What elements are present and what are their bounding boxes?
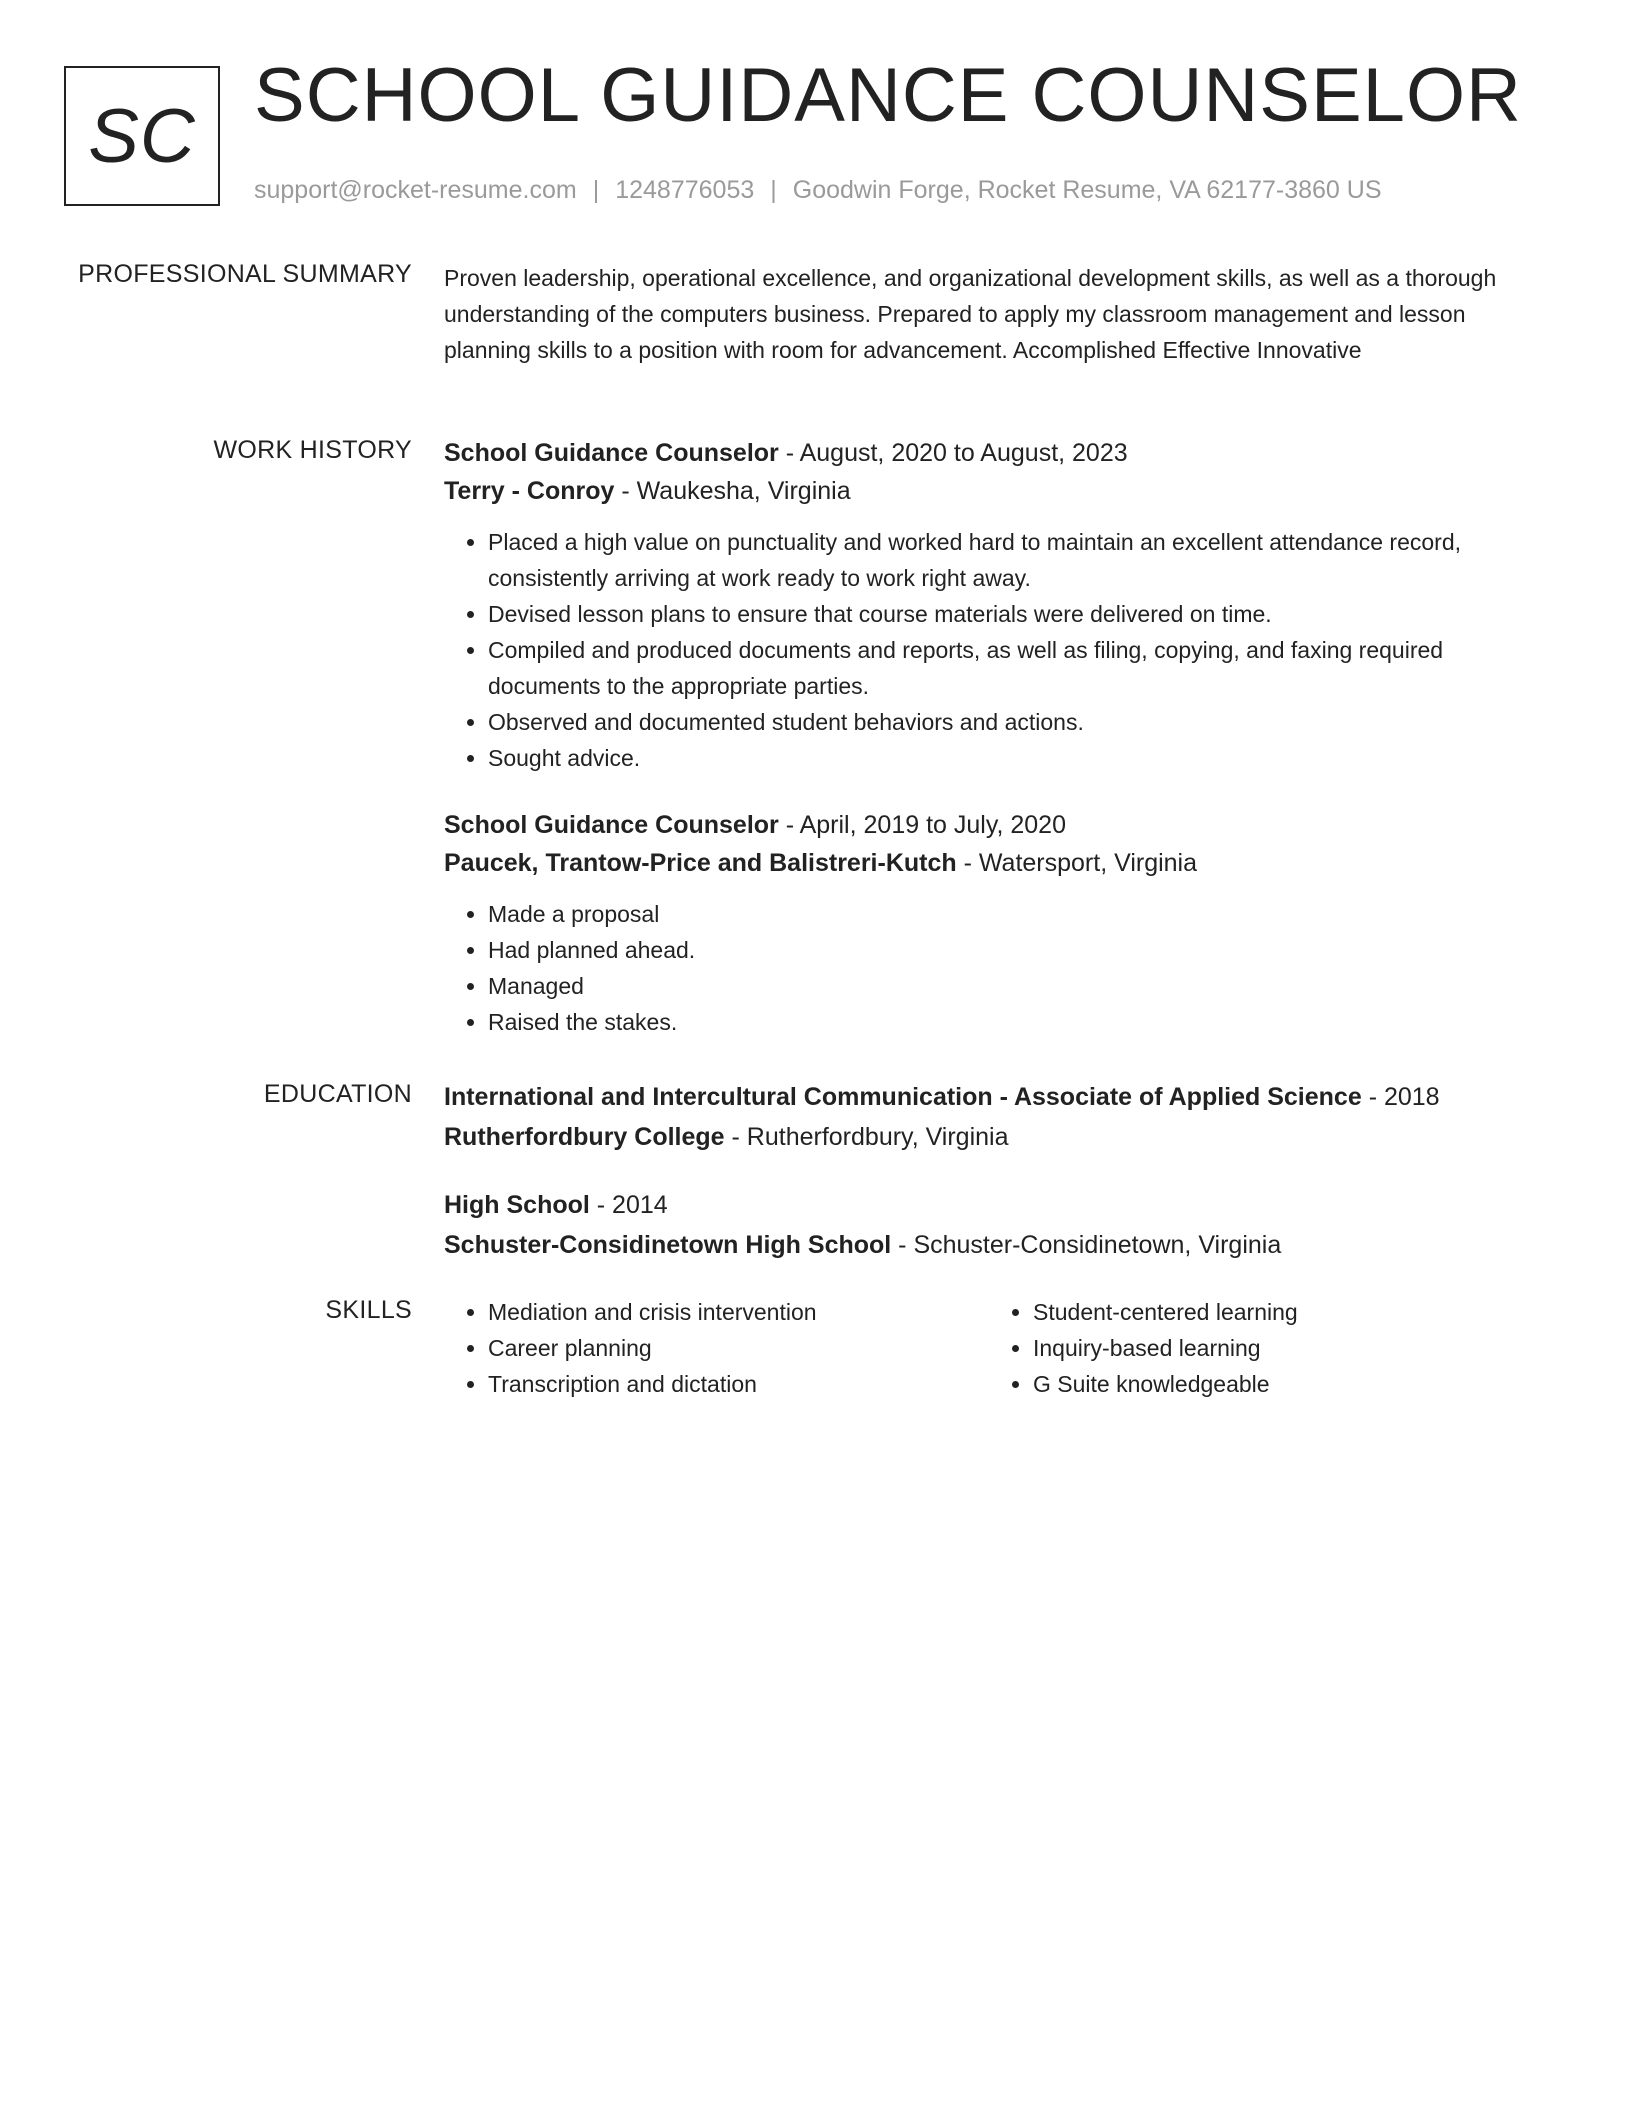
summary-text: Proven leadership, operational excellence, and organizational development skills, as well as a thorough understanding of the computers business. Prepared to apply my classroom management and lesson planning skills to a position with room for advancement. Accomplished Effective Innovative xyxy=(444,265,1497,363)
skill-item: • Inquiry-based learning xyxy=(1033,1330,1534,1366)
job-dates: - April, 2019 to July, 2020 xyxy=(778,811,1066,839)
job-location: - Watersport, Virginia xyxy=(956,849,1198,877)
education-year: - 2018 xyxy=(1361,1083,1440,1111)
education-entry xyxy=(444,1186,1534,1264)
skills-column-right xyxy=(989,1294,1534,1402)
education-degree: High School xyxy=(444,1191,590,1219)
education-school: Rutherfordbury College xyxy=(444,1123,725,1151)
section-heading-work-history: WORK HISTORY xyxy=(213,436,412,464)
skills-grid xyxy=(444,1294,1534,1402)
skill-item: • Transcription and dictation xyxy=(488,1366,989,1402)
job-bullet: • Placed a high value on punctuality and worked hard to maintain an excellent attendance record, consistently arriving at work ready to work right away. xyxy=(488,524,1534,596)
job-bullet: • Had planned ahead. xyxy=(488,932,1534,968)
job-bullet: • Sought advice. xyxy=(488,740,1534,776)
education-body xyxy=(444,1078,1534,1264)
job-title: School Guidance Counselor xyxy=(444,439,779,467)
skill-item: • G Suite knowledgeable xyxy=(1033,1366,1534,1402)
contact-email: support@rocket-resume.com xyxy=(254,176,577,204)
education-school: Schuster-Considinetown High School xyxy=(444,1231,892,1259)
skills-column-left xyxy=(444,1294,989,1402)
section-heading-summary: PROFESSIONAL SUMMARY xyxy=(78,260,412,288)
education-school-line xyxy=(444,1118,1534,1156)
job-title-line xyxy=(444,434,1534,472)
job-bullet: • Devised lesson plans to ensure that course materials were delivered on time. xyxy=(488,596,1534,632)
contact-line xyxy=(254,175,1382,205)
education-degree-line xyxy=(444,1186,1534,1224)
education-year: - 2014 xyxy=(589,1191,668,1219)
page-title: SCHOOL GUIDANCE COUNSELOR xyxy=(254,53,1522,138)
skill-item: • Career planning xyxy=(488,1330,989,1366)
education-degree: International and Intercultural Communication - Associate of Applied Science xyxy=(444,1083,1362,1111)
contact-phone: 1248776053 xyxy=(615,176,755,204)
skill-item: • Student-centered learning xyxy=(1033,1294,1534,1330)
job-bullet: • Managed xyxy=(488,968,1534,1004)
monogram-logo: SC xyxy=(64,66,220,206)
contact-separator: | xyxy=(770,176,777,204)
job-location: - Waukesha, Virginia xyxy=(614,477,851,505)
section-heading-education: EDUCATION xyxy=(263,1080,412,1108)
job-title-line xyxy=(444,806,1534,844)
education-degree-line xyxy=(444,1078,1534,1116)
job-entry xyxy=(444,806,1534,1040)
job-bullets xyxy=(444,524,1534,776)
job-bullets xyxy=(444,896,1534,1040)
education-school-line xyxy=(444,1226,1534,1264)
job-company-line xyxy=(444,844,1534,882)
contact-separator: | xyxy=(592,176,600,204)
education-location: - Schuster-Considinetown, Virginia xyxy=(891,1231,1282,1259)
education-location: - Rutherfordbury, Virginia xyxy=(724,1123,1009,1151)
job-bullet: • Compiled and produced documents and reports, as well as filing, copying, and faxing required documents to the appropriate parties. xyxy=(488,632,1534,704)
skill-item: • Mediation and crisis intervention xyxy=(488,1294,989,1330)
job-entry xyxy=(444,434,1534,776)
job-company: Terry - Conroy xyxy=(444,477,615,505)
summary-body xyxy=(444,260,1534,368)
job-bullet: • Observed and documented student behaviors and actions. xyxy=(488,704,1534,740)
job-bullet: • Made a proposal xyxy=(488,896,1534,932)
skills-body xyxy=(444,1294,1534,1402)
contact-address: Goodwin Forge, Rocket Resume, VA 62177-3860 US xyxy=(792,176,1382,204)
job-dates: - August, 2020 to August, 2023 xyxy=(778,439,1128,467)
job-bullet: • Raised the stakes. xyxy=(488,1004,1534,1040)
job-company-line xyxy=(444,472,1534,510)
work-history-body xyxy=(444,434,1534,1040)
section-heading-skills: SKILLS xyxy=(325,1296,412,1324)
education-entry xyxy=(444,1078,1534,1156)
job-company: Paucek, Trantow-Price and Balistreri-Kutch xyxy=(444,849,957,877)
job-title: School Guidance Counselor xyxy=(444,811,779,839)
